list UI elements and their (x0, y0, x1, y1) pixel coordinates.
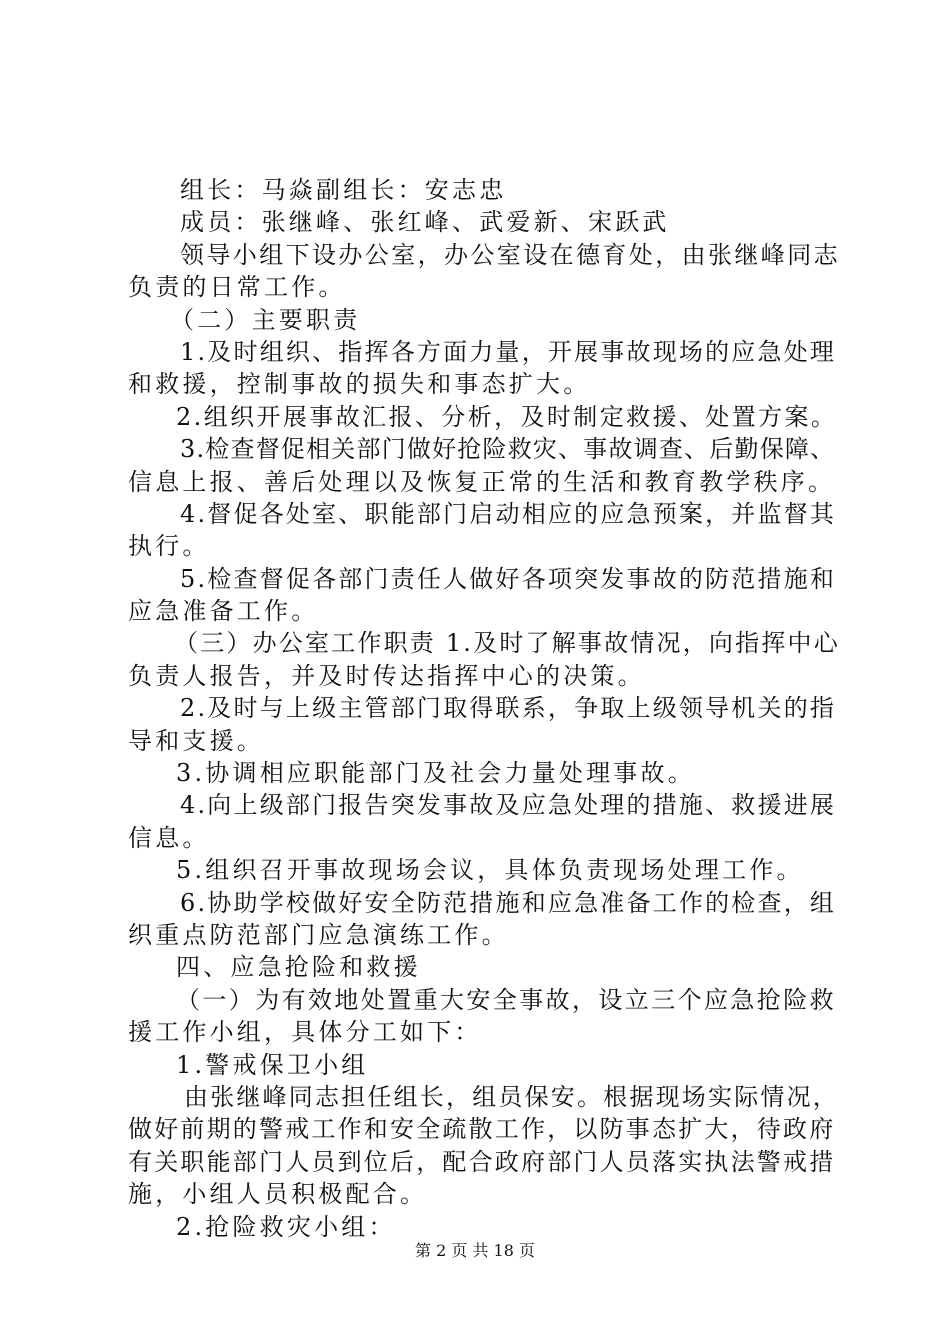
text-line: 6.协助学校做好安全防范措施和应急准备工作的检查，组 (180, 888, 837, 917)
text-line: （三）办公室工作职责 1.及时了解事故情况，向指挥中心 (174, 629, 840, 658)
text-line: 负责人报告，并及时传达指挥中心的决策。 (128, 661, 645, 690)
text-line: 和救援，控制事故的损失和事态扩大。 (128, 370, 591, 399)
text-line: 2.抢险救灾小组： (176, 1212, 396, 1241)
text-line: 四、应急抢险和救援 (176, 953, 421, 982)
text-line: 领导小组下设办公室，办公室设在德育处，由张继峰同志 (180, 240, 840, 269)
text-line: 组长：马焱副组长：安志忠 (180, 176, 507, 204)
text-line: 负责的日常工作。 (128, 273, 346, 302)
text-line: 有关职能部门人员到位后，配合政府部门人员落实执法警戒措 (128, 1147, 836, 1176)
text-line: 应急准备工作。 (128, 597, 319, 626)
text-line: 信息上报、善后处理以及恢复正常的生活和教育教学秩序。 (128, 467, 836, 496)
text-line: 2.及时与上级主管部门取得联系，争取上级领导机关的指 (180, 694, 837, 723)
text-line: 执行。 (128, 532, 210, 561)
text-line: 1.及时组织、指挥各方面力量，开展事故现场的应急处理 (180, 337, 837, 366)
text-line: 信息。 (128, 823, 210, 852)
text-line: 援工作小组，具体分工如下： (128, 1018, 482, 1047)
text-line: 织重点防范部门应急演练工作。 (128, 920, 509, 949)
text-line: 3.协调相应职能部门及社会力量处理事故。 (176, 759, 695, 788)
text-line: （二）主要职责 (170, 305, 361, 334)
text-line: 5.检查督促各部门责任人做好各项突发事故的防范措施和 (180, 564, 837, 593)
text-line: 4.向上级部门报告突发事故及应急处理的措施、救援进展 (180, 791, 837, 820)
text-line: 5.组织召开事故现场会议，具体负责现场处理工作。 (176, 856, 804, 885)
text-line: （一）为有效地处置重大安全事故，设立三个应急抢险救 (176, 985, 836, 1014)
text-line: 施，小组人员积极配合。 (128, 1180, 428, 1209)
text-line: 4.督促各处室、职能部门启动相应的应急预案，并监督其 (180, 499, 837, 528)
document-body (128, 174, 840, 1243)
text-line: 做好前期的警戒工作和安全疏散工作，以防事态扩大，待政府 (128, 1115, 836, 1144)
text-line: 导和支援。 (128, 726, 264, 755)
text-line: 由张继峰同志担任组长，组员保安。根据现场实际情况， (184, 1082, 839, 1111)
page-footer: 第 2 页 共 18 页 (415, 1241, 535, 1260)
text-line: 1.警戒保卫小组 (176, 1050, 369, 1079)
text-line: 成员：张继峰、张红峰、武爱新、宋跃武 (180, 208, 670, 237)
text-line: 3.检查督促相关部门做好抢险救灾、事故调查、后勤保障、 (180, 435, 836, 464)
text-line: 2.组织开展事故汇报、分析，及时制定救援、处置方案。 (176, 402, 838, 431)
